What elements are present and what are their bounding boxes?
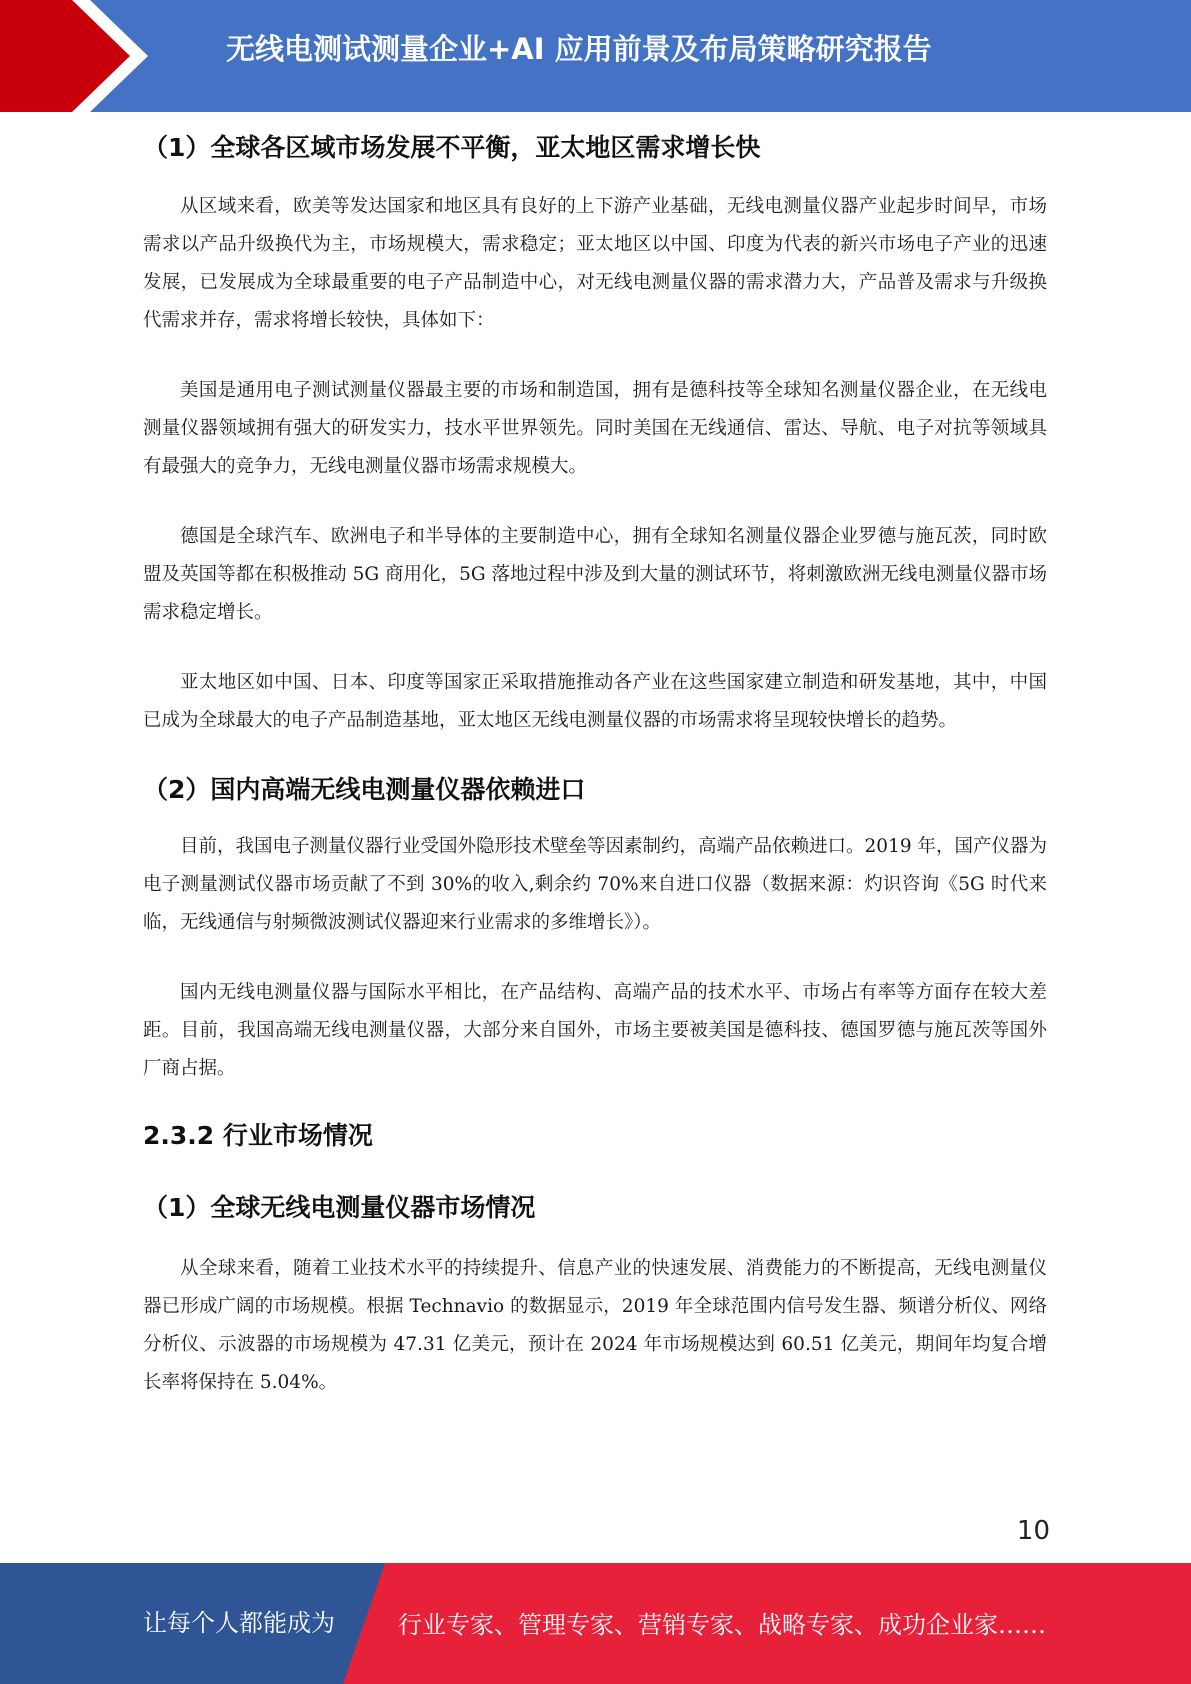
paragraph: 目前，我国电子测量仪器行业受国外隐形技术壁垒等因素制约，高端产品依赖进口。2019 年，国产仪器为电子测量测试仪器市场贡献了不到 30%的收入,剩余约 70%来自进口仪器（数据来源：灼识咨询《5G 时代来临，无线通信与射频微波测试仪器迎来行业需求的多维增长》）。	[143, 836, 1047, 933]
section-heading: （1）全球各区域市场发展不平衡，亚太地区需求增长快	[143, 133, 761, 162]
report-title: 无线电测试测量企业+AI 应用前景及布局策略研究报告	[226, 32, 932, 66]
footer-slogan-left: 让每个人都能成为	[143, 1609, 335, 1637]
footer-slogan-right: 行业专家、管理专家、营销专家、战略专家、成功企业家……	[398, 1611, 1046, 1639]
paragraph: 德国是全球汽车、欧洲电子和半导体的主要制造中心，拥有全球知名测量仪器企业罗德与施瓦茨，同时欧盟及英国等都在积极推动 5G 商用化，5G 落地过程中涉及到大量的测试环节，将刺激欧洲无线电测量仪器市场需求稳定增长。	[143, 526, 1047, 623]
paragraph: 从全球来看，随着工业技术水平的持续提升、信息产业的快速发展、消费能力的不断提高，无线电测量仪器已形成广阔的市场规模。根据 Technavio 的数据显示，2019 年全球范围内信号发生器、频谱分析仪、网络分析仪、示波器的市场规模为 47.31 亿美元，预计在 2024 年市场规模达到 60.51 亿美元，期间年均复合增长率将保持在 5.04%。	[143, 1258, 1047, 1393]
page-content	[143, 126, 1047, 1402]
paragraph: 国内无线电测量仪器与国际水平相比，在产品结构、高端产品的技术水平、市场占有率等方面存在较大差距。目前，我国高端无线电测量仪器，大部分来自国外，市场主要被美国是德科技、德国罗德与施瓦茨等国外厂商占据。	[143, 982, 1047, 1079]
paragraph: 从区域来看，欧美等发达国家和地区具有良好的上下游产业基础，无线电测量仪器产业起步时间早，市场需求以产品升级换代为主，市场规模大，需求稳定；亚太地区以中国、印度为代表的新兴市场电子产业的迅速发展，已发展成为全球最重要的电子产品制造中心，对无线电测量仪器的需求潜力大，产品普及需求与升级换代需求并存，需求将增长较快，具体如下：	[143, 196, 1047, 331]
page-number: 10	[1016, 1516, 1050, 1546]
section-heading: （2）国内高端无线电测量仪器依赖进口	[143, 775, 586, 804]
section-heading: 2.3.2 行业市场情况	[143, 1121, 373, 1150]
header-arrow-shape	[0, 0, 130, 112]
page-footer	[0, 1563, 1191, 1684]
section-heading: （1）全球无线电测量仪器市场情况	[143, 1193, 536, 1222]
paragraph: 亚太地区如中国、日本、印度等国家正采取措施推动各产业在这些国家建立制造和研发基地，其中，中国已成为全球最大的电子产品制造基地，亚太地区无线电测量仪器的市场需求将呈现较快增长的趋势。	[143, 672, 1047, 731]
paragraph: 美国是通用电子测试测量仪器最主要的市场和制造国，拥有是德科技等全球知名测量仪器企业，在无线电测量仪器领域拥有强大的研发实力，技水平世界领先。同时美国在无线通信、雷达、导航、电子对抗等领域具有最强大的竞争力，无线电测量仪器市场需求规模大。	[143, 380, 1047, 477]
page-header	[0, 0, 1191, 112]
